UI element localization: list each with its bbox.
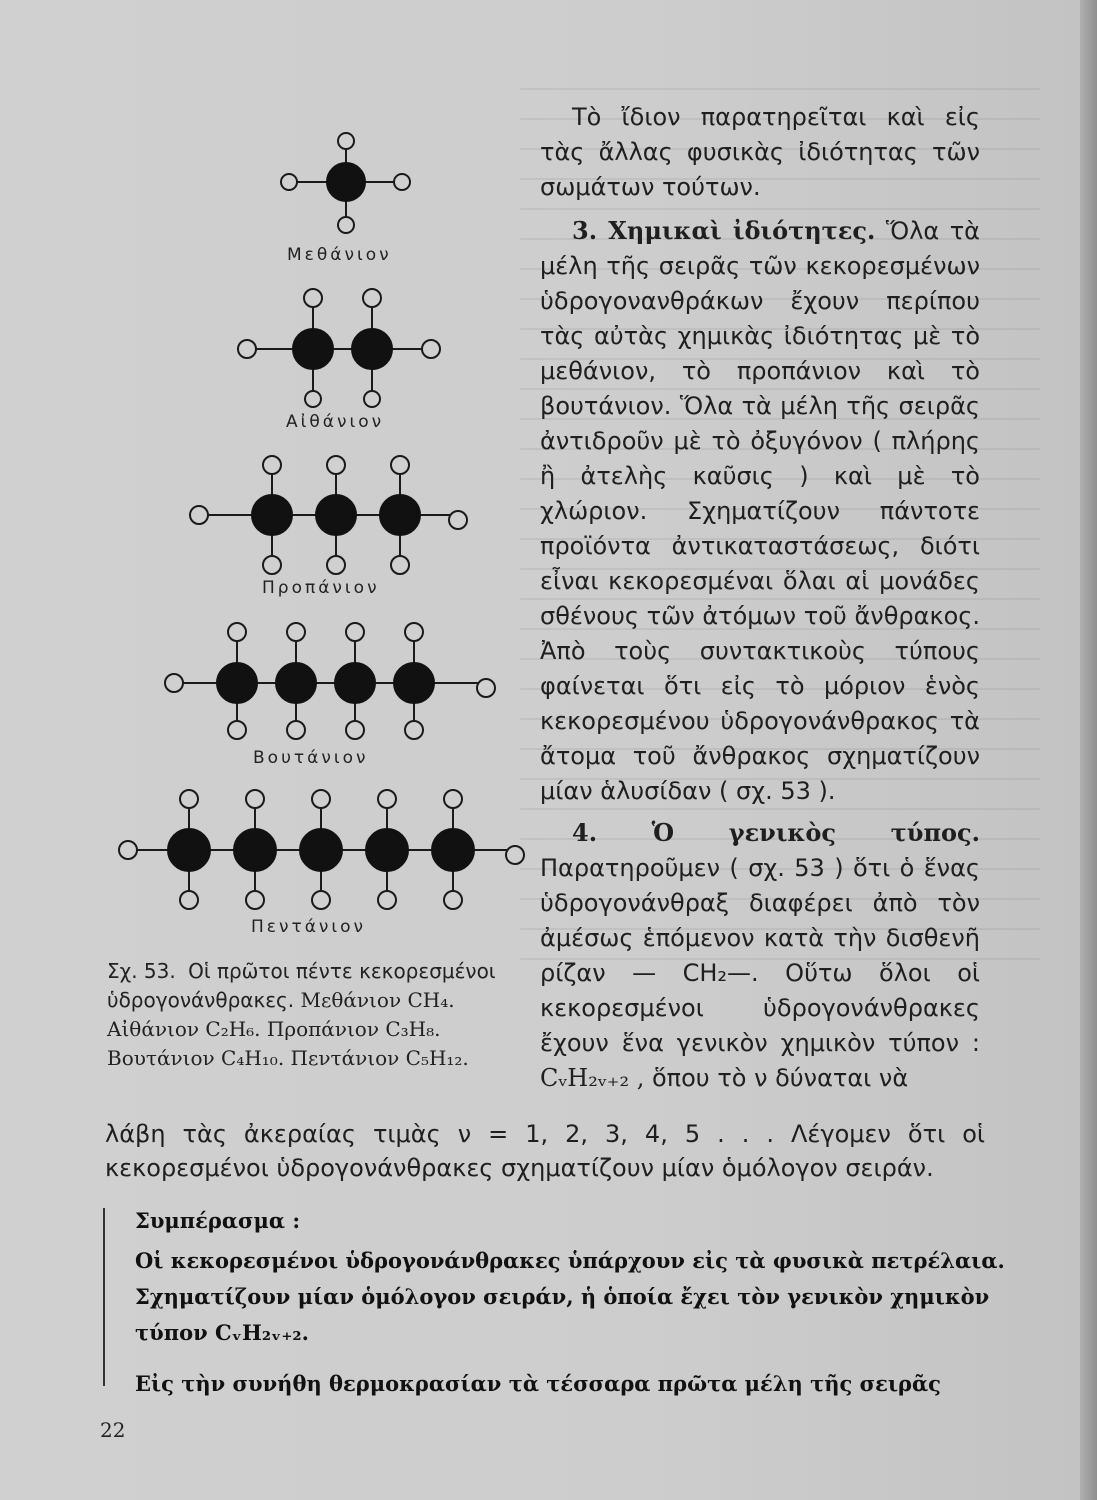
ethane-molecule	[238, 289, 440, 407]
conclusion-text: Οἱ κεκορεσμένοι ὑδρογονάνθρακες ὑπάρχουν εἰς τὰ φυσικὰ πετρέλαια. Σχηματίζουν μίαν ὁμόλογον σειράν, ἡ ὁποία ἔχει τὸν γενικὸν χημικὸν τύπον CᵥH₂ᵥ₊₂.	[135, 1248, 1005, 1345]
butane-label: Βουτάνιον	[253, 748, 369, 768]
page-edge-shadow	[1080, 0, 1097, 1500]
caption-line1: Οἱ πρῶτοι πέντε κεκορεσμένοι ὑδρογονάνθρακες.	[107, 959, 496, 1012]
general-formula: CᵥH₂ᵥ₊₂ ,	[540, 1064, 645, 1092]
caption-item5: Πεντάνιον C₅H₁₂.	[290, 1046, 469, 1070]
paragraph-physical: Τὸ ἴδιον παρατηρεῖται καὶ εἰς τὰς ἄλλας φυσικὰς ἰδιότητας τῶν σωμάτων τούτων.	[540, 103, 980, 201]
section-4-text: Παρατηροῦμεν ( σχ. 53 ) ὅτι ὁ ἕνας ὑδρογονάνθραξ διαφέρει ἀπὸ τὸν ἀμέσως ἑπόμενον κατὰ τὴν δισθενῆ ρίζαν — CH₂—. Οὕτω ὅλοι οἱ κεκορεσμένοι ὑδρογονάνθρακες ἔχουν ἕνα γενικὸν χημικὸν τύπον :	[540, 854, 980, 1057]
figure-caption	[107, 957, 517, 1073]
caption-item2: Αἰθάνιον C₂H₆.	[107, 1017, 261, 1041]
methane-label: Μεθάνιον	[287, 245, 392, 265]
butane-molecule	[165, 623, 495, 739]
section-4-paragraph	[540, 815, 980, 1096]
propane-label: Προπάνιον	[262, 578, 380, 598]
section-3-heading: 3. Χημικαὶ ἰδιότητες.	[572, 216, 876, 245]
section-3-text: Ὅλα τὰ μέλη τῆς σειρᾶς τῶν κεκορεσμένων ὑδρογονανθράκων ἔχουν περίπου τὰς αὐτὰς χημικὰς ἰδιότητας μὲ τὸ μεθάνιον, τὸ προπάνιον καὶ τὸ βουτάνιον. Ὅλα τὰ μέλη τῆς σειρᾶς ἀντιδροῦν μὲ τὸ ὀξυγόνον ( πλήρης ἢ ἀτελὴς καῦσις ) καὶ μὲ τὸ χλώριον. Σχηματίζουν πάντοτε προϊόντα ἀντικαταστάσεως, διότι εἶναι κεκορεσμέναι ὅλαι αἱ μονάδες σθένους τῶν ἀτόμων τοῦ ἄνθρακος. Ἀπὸ τοὺς συντακτικοὺς τύπους φαίνεται ὅτι εἰς τὸ μόριον ἑνὸς κεκορεσμένου ὑδρογονάνθρακος τὰ ἄτομα τοῦ ἄνθρακος σχηματίζουν μίαν ἁλυσίδαν ( σχ. 53 ).	[540, 217, 980, 805]
conclusion-box	[103, 1208, 1010, 1396]
section-3-paragraph	[540, 213, 980, 809]
full-width-paragraph: λάβη τὰς ἀκεραίας τιμὰς ν = 1, 2, 3, 4, 5 . . . Λέγομεν ὅτι οἱ κεκορεσμένοι ὑδρογονάνθρακες σχηματίζουν μίαν ὁμόλογον σειράν.	[105, 1120, 985, 1182]
section-4-heading: 4. Ὁ γενικὸς τύπος.	[572, 818, 980, 847]
page-number: 22	[100, 1418, 126, 1442]
conclusion-title: Συμπέρασμα :	[135, 1208, 301, 1233]
section-4-tail: ὅπου τὸ ν δύναται νὰ	[651, 1064, 909, 1092]
methane-molecule	[281, 133, 410, 233]
molecule-diagrams	[100, 110, 540, 920]
caption-item3: Προπάνιον C₃H₈.	[266, 1017, 441, 1041]
propane-molecule	[190, 456, 467, 574]
conclusion-trailing-line: Εἰς τὴν συνήθη θερμοκρασίαν τὰ τέσσαρα πρῶτα μέλη τῆς σειρᾶς	[135, 1371, 941, 1396]
full-width-text	[105, 1117, 985, 1185]
ethane-label: Αἰθάνιον	[286, 412, 385, 432]
caption-item1: Μεθάνιον CH₄.	[300, 988, 455, 1012]
pentane-label: Πεντάνιον	[251, 917, 367, 937]
caption-lead: Σχ. 53.	[107, 959, 176, 983]
right-column	[540, 100, 980, 1096]
caption-item4: Βουτάνιον C₄H₁₀.	[107, 1046, 285, 1070]
pentane-molecule	[119, 790, 524, 909]
